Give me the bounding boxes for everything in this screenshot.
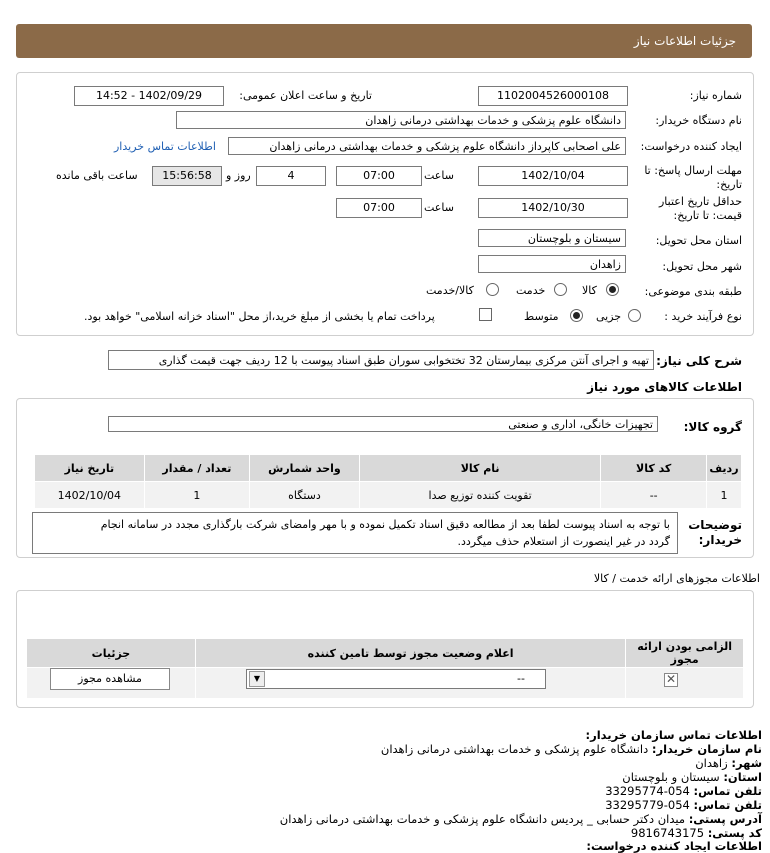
buyer-field[interactable]: دانشگاه علوم پزشکی و خدمات بهداشتی درمانی زاهدان [176, 111, 626, 129]
validity-date-field[interactable]: 1402/10/30 [478, 198, 628, 218]
validity-time-field[interactable]: 07:00 [336, 198, 422, 218]
validity-label-1: حداقل تاریخ اعتبار [658, 195, 742, 208]
buyer-notes-text-2: گردد در غیر اینصورت از استعلام حذف میگردد. [457, 535, 670, 548]
category-option-both: کالا/خدمت [426, 284, 474, 297]
goods-section-title: اطلاعات کالاهای مورد نیاز [587, 380, 742, 394]
contact-city-value: زاهدان [695, 756, 728, 770]
contact-phone [605, 798, 762, 812]
buyer-notes-text-1: با توجه به اسناد پیوست لطفا بعد از مطالعه دقیق اسناد تکمیل نموده و با مهر وامضای شرکت بارگذاری مجدد در سامانه انجام [100, 518, 670, 531]
contact-city [695, 756, 762, 770]
view-permit-button[interactable]: مشاهده مجوز [50, 668, 170, 690]
buyer-notes-label-1: توضیحات [688, 518, 742, 532]
cell-unit: دستگاه [250, 482, 360, 509]
creator-field[interactable]: علی اصحابی کاپرداز دانشگاه علوم پزشکی و خدمات بهداشتی درمانی زاهدان [228, 137, 626, 155]
goods-group-label: گروه کالا: [683, 420, 742, 434]
province-field[interactable]: سیستان و بلوچستان [478, 229, 626, 247]
cell-name: تقویت کننده توزیع صدا [359, 482, 601, 509]
city-label: شهر محل تحویل: [662, 260, 742, 273]
permit-status-value: -- [517, 672, 525, 685]
col-code: کد کالا [601, 455, 706, 482]
contact-fax [605, 784, 762, 798]
validity-label-2: قیمت: تا تاریخ: [673, 209, 742, 222]
contact-address-label: آدرس پستی: [688, 812, 762, 826]
goods-table-header [35, 455, 742, 482]
purchase-option-medium: متوسط [524, 310, 559, 323]
buyer-contact-link[interactable]: اطلاعات تماس خریدار [114, 140, 216, 153]
permit-required-x-icon: ✕ [665, 672, 677, 686]
contact-phone-value: 054-33295779 [605, 798, 690, 812]
category-radio-goods[interactable] [606, 283, 619, 296]
days-label: روز و [226, 169, 251, 182]
description-field: تهیه و اجرای آنتن مرکزی بیمارستان 32 تختخوابی سوران طبق اسناد پیوست با 12 ردیف جهت قیمت گذاری [108, 350, 654, 370]
col-qty: تعداد / مقدار [144, 455, 249, 482]
contact-fax-value: 054-33295774 [605, 784, 690, 798]
treasury-payment-note: پرداخت تمام یا بخشی از مبلغ خرید،از محل "اسناد خزانه اسلامی" خواهد بود. [84, 310, 435, 323]
need-number-label: شماره نیاز: [689, 89, 742, 102]
deadline-time-field[interactable]: 07:00 [336, 166, 422, 186]
permits-title: اطلاعات مجوزهای ارائه خدمت / کالا [593, 572, 760, 585]
category-option-service: خدمت [516, 284, 546, 297]
remaining-time-field: 15:56:58 [152, 166, 222, 186]
contact-province-value: سیستان و بلوچستان [622, 770, 720, 784]
remaining-time-label: ساعت باقی مانده [56, 169, 138, 182]
contact-province [622, 770, 762, 784]
contact-creator-title: اطلاعات ایجاد کننده درخواست: [586, 839, 762, 853]
cell-date: 1402/10/04 [35, 482, 145, 509]
col-status: اعلام وضعیت مجوز توسط تامین کننده [195, 639, 625, 668]
cell-required [626, 668, 744, 699]
contact-address [280, 812, 762, 826]
contact-address-value: میدان دکتر حسابی _ پردیس دانشگاه علوم پزشکی و خدمات بهداشتی درمانی زاهدان [279, 812, 686, 826]
col-row: ردیف [706, 455, 741, 482]
announce-field[interactable]: 1402/09/29 - 14:52 [74, 86, 224, 106]
deadline-label-2: تاریخ: [716, 178, 742, 191]
goods-table [34, 454, 742, 509]
col-required: الزامی بودن ارائه مجوز [626, 639, 744, 668]
category-radio-service[interactable] [554, 283, 567, 296]
col-date: تاریخ نیاز [35, 455, 145, 482]
purchase-radio-minor[interactable] [628, 309, 641, 322]
purchase-radio-medium[interactable] [570, 309, 583, 322]
contact-city-label: شهر: [731, 756, 762, 770]
announce-label: تاریخ و ساعت اعلان عمومی: [239, 89, 372, 102]
description-label: شرح کلی نیاز: [656, 354, 742, 368]
contact-org-label: نام سازمان خریدار: [651, 742, 762, 756]
deadline-time-label: ساعت [424, 169, 454, 182]
purchase-type-label: نوع فرآیند خرید : [664, 310, 742, 323]
contact-org-value: دانشگاه علوم پزشکی و خدمات بهداشتی درمانی زاهدان [380, 742, 649, 756]
deadline-label-1: مهلت ارسال پاسخ: تا [644, 164, 742, 177]
creator-label: ایجاد کننده درخواست: [640, 140, 742, 153]
contact-fax-label: تلفن تماس: [693, 784, 762, 798]
cell-row: 1 [706, 482, 741, 509]
deadline-date-field[interactable]: 1402/10/04 [478, 166, 628, 186]
city-field[interactable]: زاهدان [478, 255, 626, 273]
contact-postal-value: 9816743175 [630, 826, 705, 840]
permit-status-select[interactable] [246, 669, 546, 689]
contact-postal-label: کد پستی: [707, 826, 762, 840]
permits-table-header [27, 639, 744, 668]
col-name: نام کالا [359, 455, 601, 482]
page-title: جزئیات اطلاعات نیاز [633, 34, 736, 48]
category-label: طبقه بندی موضوعی: [644, 285, 742, 298]
table-row[interactable] [35, 482, 742, 509]
days-field[interactable]: 4 [256, 166, 326, 186]
col-unit: واحد شمارش [250, 455, 360, 482]
contact-postal [631, 826, 762, 840]
contact-org [381, 742, 762, 756]
province-label: استان محل تحویل: [655, 234, 742, 247]
validity-time-label: ساعت [424, 201, 454, 214]
contact-title: اطلاعات تماس سازمان خریدار: [585, 728, 762, 742]
category-option-goods: کالا [582, 284, 597, 297]
treasury-payment-checkbox[interactable] [479, 308, 492, 321]
page-header [16, 24, 752, 58]
buyer-notes-label-2: خریدار: [698, 533, 742, 547]
purchase-option-minor: جزیی [596, 310, 622, 323]
cell-qty: 1 [144, 482, 249, 509]
need-number-field[interactable]: 1102004526000108 [478, 86, 628, 106]
contact-phone-label: تلفن تماس: [693, 798, 762, 812]
contact-province-label: استان: [723, 770, 762, 784]
chevron-down-icon: ▼ [249, 671, 265, 687]
cell-code: -- [601, 482, 706, 509]
buyer-label: نام دستگاه خریدار: [655, 114, 742, 127]
col-details: جزئیات [27, 639, 196, 668]
category-radio-both[interactable] [486, 283, 499, 296]
goods-group-field: تجهیزات خانگی، اداری و صنعتی [108, 416, 658, 432]
